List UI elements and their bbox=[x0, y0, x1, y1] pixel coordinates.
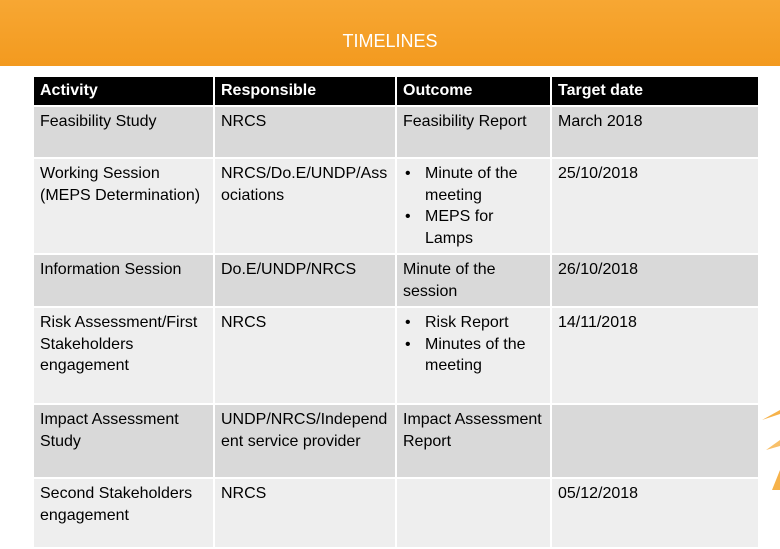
table-row bbox=[34, 308, 760, 405]
page-title: TIMELINES bbox=[342, 31, 438, 51]
cell-responsible: NRCS/Do.E/UNDP/Associations bbox=[215, 159, 397, 255]
cell-responsible: NRCS bbox=[215, 308, 397, 405]
table-body bbox=[34, 107, 760, 549]
table-row bbox=[34, 479, 760, 549]
cell-responsible: NRCS bbox=[215, 107, 397, 159]
column-header-target-date: Target date bbox=[552, 77, 760, 107]
cell-target-date: March 2018 bbox=[552, 107, 760, 159]
cell-target-date: 05/12/2018 bbox=[552, 479, 760, 549]
outcome-text: Impact Assessment Report bbox=[403, 411, 542, 450]
cell-activity: Working Session (MEPS Determination) bbox=[34, 159, 215, 255]
outcome-bullet-list bbox=[403, 163, 544, 249]
cell-target-date: 25/10/2018 bbox=[552, 159, 760, 255]
cell-responsible: NRCS bbox=[215, 479, 397, 549]
cell-outcome bbox=[397, 405, 552, 479]
cell-activity: Risk Assessment/First Stakeholders engagement bbox=[34, 308, 215, 405]
cell-responsible: Do.E/UNDP/NRCS bbox=[215, 255, 397, 308]
column-header-outcome: Outcome bbox=[397, 77, 552, 107]
outcome-bullet-item: • MEPS for Lamps bbox=[403, 206, 544, 249]
cell-outcome bbox=[397, 308, 552, 405]
cell-activity: Feasibility Study bbox=[34, 107, 215, 159]
cell-responsible: UNDP/NRCS/Independent service provider bbox=[215, 405, 397, 479]
cell-outcome bbox=[397, 255, 552, 308]
table-row bbox=[34, 159, 760, 255]
table-row bbox=[34, 255, 760, 308]
outcome-bullet-item: • Minute of the meeting bbox=[403, 163, 544, 206]
cell-target-date: 26/10/2018 bbox=[552, 255, 760, 308]
cell-outcome bbox=[397, 479, 552, 549]
outcome-bullet-item: • Risk Report bbox=[403, 312, 544, 334]
outcome-bullet-list bbox=[403, 312, 544, 377]
timeline-table bbox=[34, 77, 760, 549]
table-row bbox=[34, 405, 760, 479]
cell-activity: Information Session bbox=[34, 255, 215, 308]
outcome-text: Feasibility Report bbox=[403, 113, 527, 130]
column-header-activity: Activity bbox=[34, 77, 215, 107]
outcome-text: Minute of the session bbox=[403, 261, 496, 300]
outcome-bullet-item: • Minutes of the meeting bbox=[403, 334, 544, 377]
cell-outcome bbox=[397, 159, 552, 255]
cell-target-date bbox=[552, 405, 760, 479]
table-header-row bbox=[34, 77, 760, 107]
column-header-responsible: Responsible bbox=[215, 77, 397, 107]
table-row bbox=[34, 107, 760, 159]
cell-target-date: 14/11/2018 bbox=[552, 308, 760, 405]
cell-outcome bbox=[397, 107, 552, 159]
cell-activity: Impact Assessment Study bbox=[34, 405, 215, 479]
cell-activity: Second Stakeholders engagement bbox=[34, 479, 215, 549]
